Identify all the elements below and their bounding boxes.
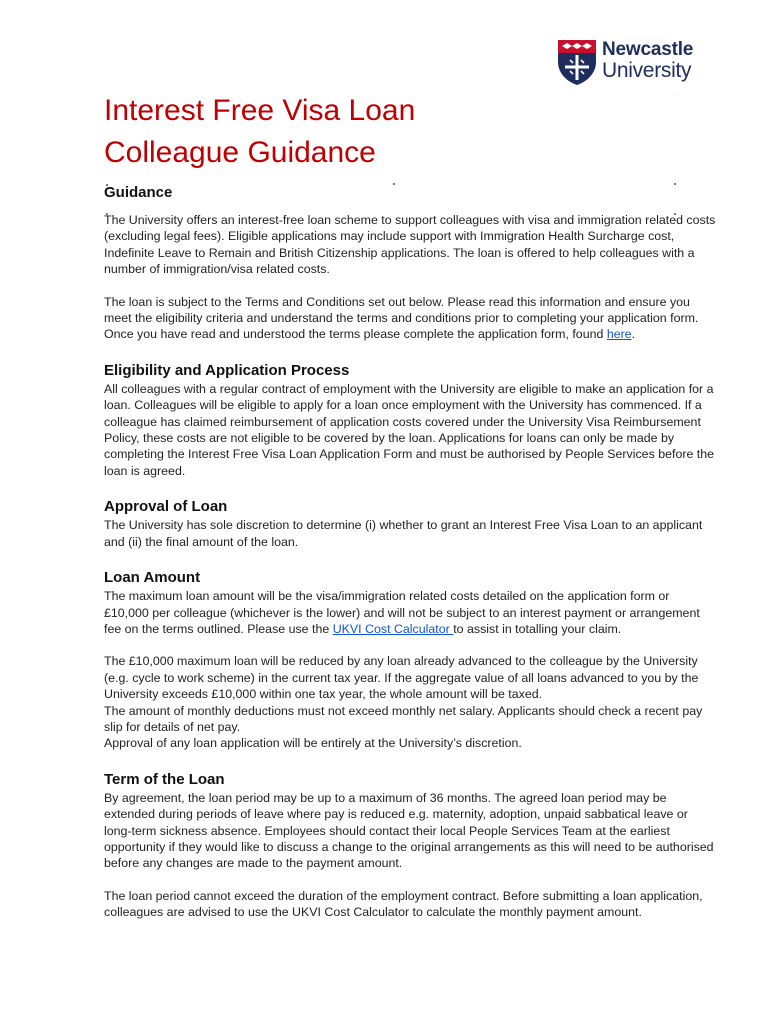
term-paragraph-2: The loan period cannot exceed the duration of the employment contract. Before submitting a loan application, colleagues are advised to use the UKVI Cost Calculator to calculate the monthly payment amount. bbox=[104, 888, 703, 920]
heading-approval: Approval of Loan bbox=[104, 498, 228, 516]
university-logo bbox=[556, 38, 726, 90]
loan-amount-paragraph-1-text: The maximum loan amount will be the visa/immigration related costs detailed on the application form or £10,000 per colleague (whichever is the lower) and will not be subject to an interest payment or arrangement fee on the terms outlined. Please use the bbox=[104, 589, 700, 636]
title-line-2: Colleague Guidance bbox=[104, 136, 376, 169]
heading-eligibility: Eligibility and Application Process bbox=[104, 361, 350, 379]
heading-term: Term of the Loan bbox=[104, 770, 225, 788]
section-guidance bbox=[104, 183, 716, 343]
loan-amount-paragraph-1 bbox=[104, 588, 716, 637]
eligibility-paragraph: All colleagues with a regular contract of employment with the University are eligible to make an application for a loan. Colleagues will be eligible to apply for a loan once employment with the University has commenced. If a colleague has claimed reimbursement of application costs covered under the University Visa Reimbursement Policy, these costs are not eligible to be covered by the loan. Applications for loans can only be made by completing the Interest Free Visa Loan Application Form and must be authorised by People Services before the loan is agreed. bbox=[104, 381, 715, 478]
section-eligibility bbox=[104, 361, 716, 479]
loan-amount-paragraph-3: The amount of monthly deductions must not exceed monthly net salary. Applicants should check a recent pay slip for details of net pay. bbox=[104, 703, 703, 734]
loan-amount-paragraph-2: The £10,000 maximum loan will be reduced by any loan already advanced to the colleague by the University (e.g. cycle to work scheme) in the current tax year. If the aggregate value of all loans advanced to you by the University exceeds £10,000 within one tax year, the whole amount will be taxed. bbox=[104, 654, 699, 702]
term-paragraph-1: By agreement, the loan period may be up to a maximum of 36 months. The agreed loan period may be extended during periods of leave where pay is reduced e.g. maternity, adoption, unpaid sabbatical leave or long-term sickness absence. Employees should contact their local People Services Team at the earliest opportunity if they would like to discuss a change to the original arrangements as this will need to be authorised before any changes are made to the payment amount. bbox=[104, 790, 714, 871]
heading-loan-amount: Loan Amount bbox=[104, 569, 201, 587]
loan-amount-paragraph-4: Approval of any loan application will be entirely at the University’s discretion. bbox=[104, 736, 522, 751]
guidance-paragraph-1: The University offers an interest-free loan scheme to support colleagues with visa and immigration related costs (excluding legal fees). Eligible applications may include support with Immigration Health Surcharge cost, Indefinite Leave to Remain and British Citizenship applications. The loan is offered to help colleagues with a number of immigration/visa related costs. bbox=[104, 213, 716, 277]
application-form-link[interactable]: here bbox=[606, 327, 632, 342]
logo-line-newcastle: Newcastle bbox=[602, 39, 694, 60]
approval-paragraph: The University has sole discretion to determine (i) whether to grant an Interest Free Visa Loan to an applicant and (ii) the final amount of the loan. bbox=[104, 518, 703, 549]
title-line-1: Interest Free Visa Loan bbox=[104, 94, 416, 127]
guidance-paragraph-2-end: . bbox=[631, 327, 636, 342]
loan-amount-paragraph-1-end: to assist in totalling your claim. bbox=[453, 621, 622, 636]
guidance-paragraph-2-text: The loan is subject to the Terms and Conditions set out below. Please read this information and ensure you meet the eligibility criteria and understand the terms and conditions prior to completing your application form. Once you have read and understood the terms please complete the application form, found bbox=[104, 294, 699, 342]
section-loan-amount bbox=[104, 568, 716, 752]
section-term bbox=[104, 770, 716, 921]
university-crest-icon bbox=[556, 38, 598, 86]
document-title bbox=[104, 90, 584, 174]
guidance-paragraph-2 bbox=[104, 294, 716, 343]
heading-guidance: Guidance bbox=[104, 184, 173, 201]
logo-line-university: University bbox=[602, 59, 692, 82]
document-body bbox=[104, 183, 716, 921]
ukvi-cost-calculator-link[interactable]: UKVI Cost Calculator bbox=[332, 621, 454, 636]
section-approval bbox=[104, 497, 716, 550]
